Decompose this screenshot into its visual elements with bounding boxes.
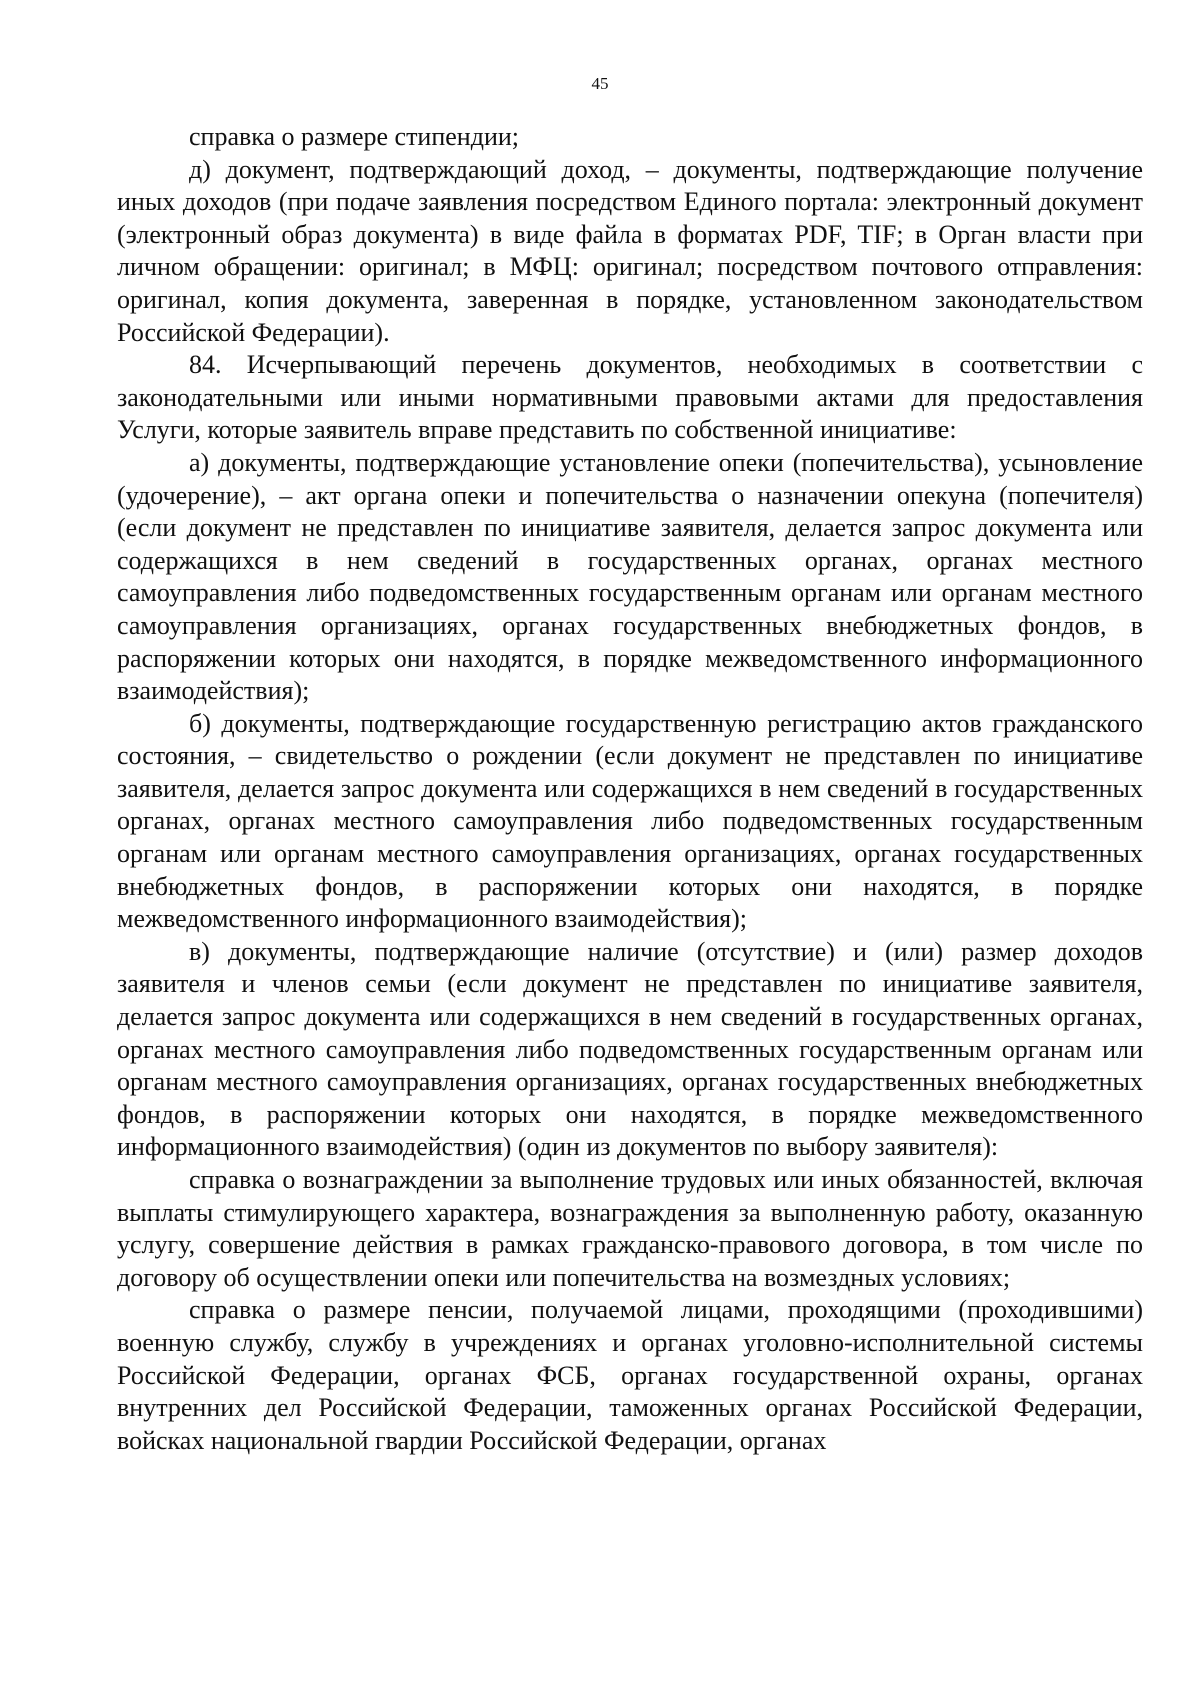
page-number: 45 (591, 74, 609, 93)
document-body (117, 121, 1143, 1457)
paragraph-84-documents-list: 84. Исчерпывающий перечень документов, необходимых в соответствии с законодательными или иными нормативными правовыми актами для предоставления Услуги, которые заявитель вправе представить по собственной инициативе: (117, 350, 1143, 445)
paragraph-pension-certificate: справка о размере пенсии, получаемой лицами, проходящими (проходившими) военную службу, службу в учреждениях и органах уголовно-исполнительной системы Российской Федерации, органах ФСБ, органах государственной охраны, органах внутренних дел Российской Федерации, таможенных органах Российской Федерации, войсках национальной гвардии Российской Федерации, органах (117, 1295, 1143, 1455)
paragraph-item-v-income-proof: в) документы, подтверждающие наличие (отсутствие) и (или) размер доходов заявителя и членов семьи (если документ не представлен по инициативе заявителя, делается запрос документа или содержащихся в нем сведений в государственных органах, органах местного самоуправления либо подведомственных государственным органам или органам местного самоуправления организациях, органах государственных внебюджетных фондов, в распоряжении которых они находятся, в порядке межведомственного информационного взаимодействия) (один из документов по выбору заявителя): (117, 936, 1143, 1162)
paragraph-item-d-income-document: д) документ, подтверждающий доход, – документы, подтверждающие получение иных доходов (при подаче заявления посредством Единого портала: электронный документ (электронный образ документа) в виде файла в форматах PDF, TIF; в Орган власти при личном обращении: оригинал; в МФЦ: оригинал; посредством почтового отправления: оригинал, копия документа, заверенная в порядке, установленном законодательством Российской Федерации). (117, 154, 1143, 347)
paragraph-item-b-civil-status: б) документы, подтверждающие государственную регистрацию актов гражданского состояния, – свидетельство о рождении (если документ не представлен по инициативе заявителя, делается запрос документа или содержащихся в нем сведений в государственных органах, органах местного самоуправления либо подведомственных государственным органам или органам местного самоуправления организациях, органах государственных внебюджетных фондов, в распоряжении которых они находятся, в порядке межведомственного информационного взаимодействия); (117, 708, 1143, 934)
paragraph-item-a-guardianship: а) документы, подтверждающие установление опеки (попечительства), усыновление (удочерение), – акт органа опеки и попечительства о назначении опекуна (попечителя) (если документ не представлен по инициативе заявителя, делается запрос документа или содержащихся в нем сведений в государственных органах, органах местного самоуправления либо подведомственных государственным органам или органам местного самоуправления организациях, органах государственных внебюджетных фондов, в распоряжении которых они находятся, в порядке межведомственного информационного взаимодействия); (117, 447, 1143, 706)
paragraph-remuneration-certificate: справка о вознаграждении за выполнение трудовых или иных обязанностей, включая выплаты стимулирующего характера, вознаграждения за выполненную работу, оказанную услугу, совершение действия в рамках гражданско-правового договора, в том числе по договору об осуществлении опеки или попечительства на возмездных условиях; (117, 1165, 1143, 1292)
paragraph-stipend-certificate: справка о размере стипендии; (189, 122, 519, 151)
